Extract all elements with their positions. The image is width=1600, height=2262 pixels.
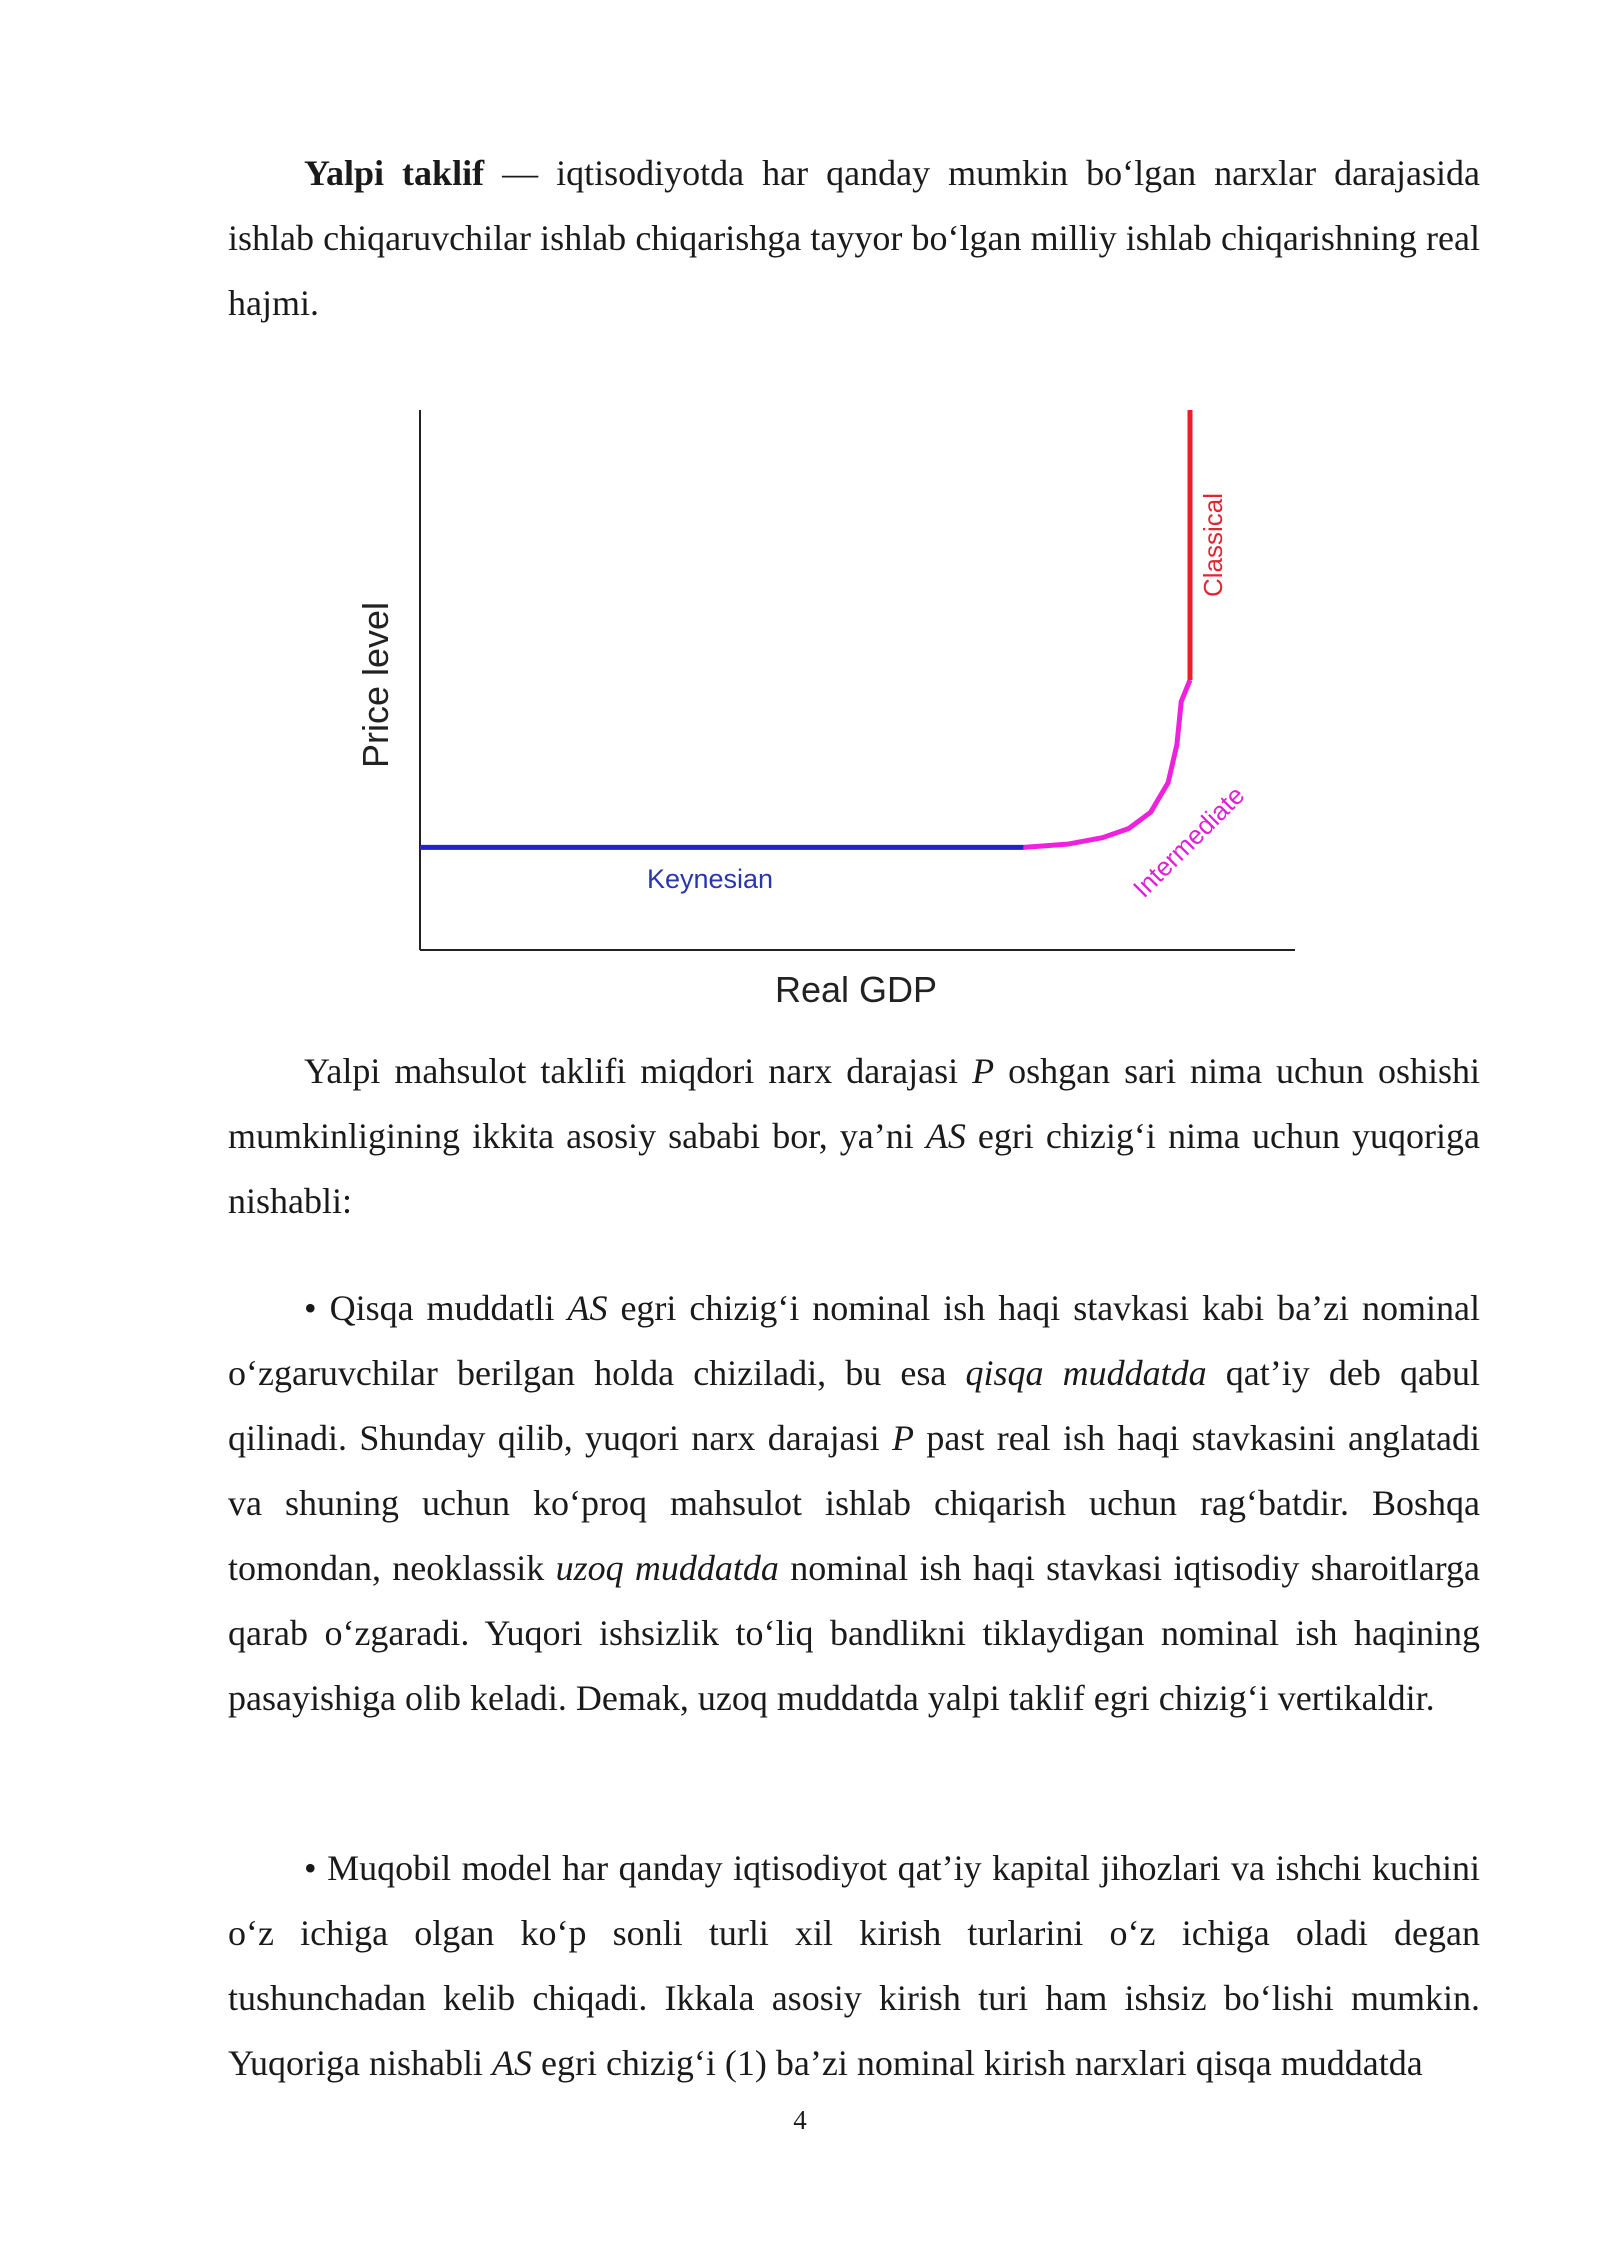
page-number: 4 — [793, 2105, 807, 2135]
paragraph-definition: Yalpi taklif — iqtisodiyotda har qanday mumkin bo‘lgan narxlar darajasida ishlab chiqaruvchilar ishlab chiqarishga tayyor bo‘lgan milliy ishlab chiqarishning real hajmi. — [228, 153, 1480, 323]
series-label-intermediate: Intermediate — [1126, 779, 1251, 904]
y-axis-label: Price level — [355, 601, 396, 769]
term-yalpi-taklif: Yalpi taklif — [304, 153, 485, 193]
series-line-intermediate — [1024, 680, 1190, 847]
series-label-keynesian: Keynesian — [646, 864, 774, 894]
paragraph-reasons: Yalpi mahsulot taklifi miqdori narx darajasi P oshgan sari nima uchun oshishi mumkinligining ikkita asosiy sababi bor, ya’ni AS egri chizig‘i nima uchun yuqoriga nishabli: — [228, 1051, 1480, 1221]
paragraph-bullet-alternative-model: • Muqobil model har qanday iqtisodiyot qat’iy kapital jihozlari va ishchi kuchini o‘z ichiga olgan ko‘p sonli turli xil kirish turlarini o‘z ichiga oladi degan tushunchadan kelib chiqadi. Ikkala asosiy kirish turi ham ishsiz bo‘lishi mumkin. Yuqoriga nishabli AS egri chizig‘i (1) ba’zi nominal kirish narxlari qisqa muddatda — [228, 1848, 1480, 2083]
series-label-classical: Classical — [1198, 492, 1228, 598]
chart-svg — [340, 385, 1300, 1025]
aggregate-supply-chart — [340, 385, 1300, 1025]
paragraph-bullet-short-run: • Qisqa muddatli AS egri chizig‘i nominal ish haqi stavkasi kabi ba’zi nominal o‘zgaruvchilar berilgan holda chiziladi, bu esa qisqa muddatda qat’iy deb qabul qilinadi. Shunday qilib, yuqori narx darajasi P past real ish haqi stavkasini anglatadi va shuning uchun ko‘proq mahsulot ishlab chiqarish uchun rag‘batdir. Boshqa tomondan, neoklassik uzoq muddatda nominal ish haqi stavkasi iqtisodiy sharoitlarga qarab o‘zgaradi. Yuqori ishsizlik to‘liq bandlikni tiklaydigan nominal ish haqining pasayishiga olib keladi. Demak, uzoq muddatda yalpi taklif egri chizig‘i vertikaldir. — [228, 1288, 1480, 1718]
x-axis-label: Real GDP — [774, 969, 938, 1010]
